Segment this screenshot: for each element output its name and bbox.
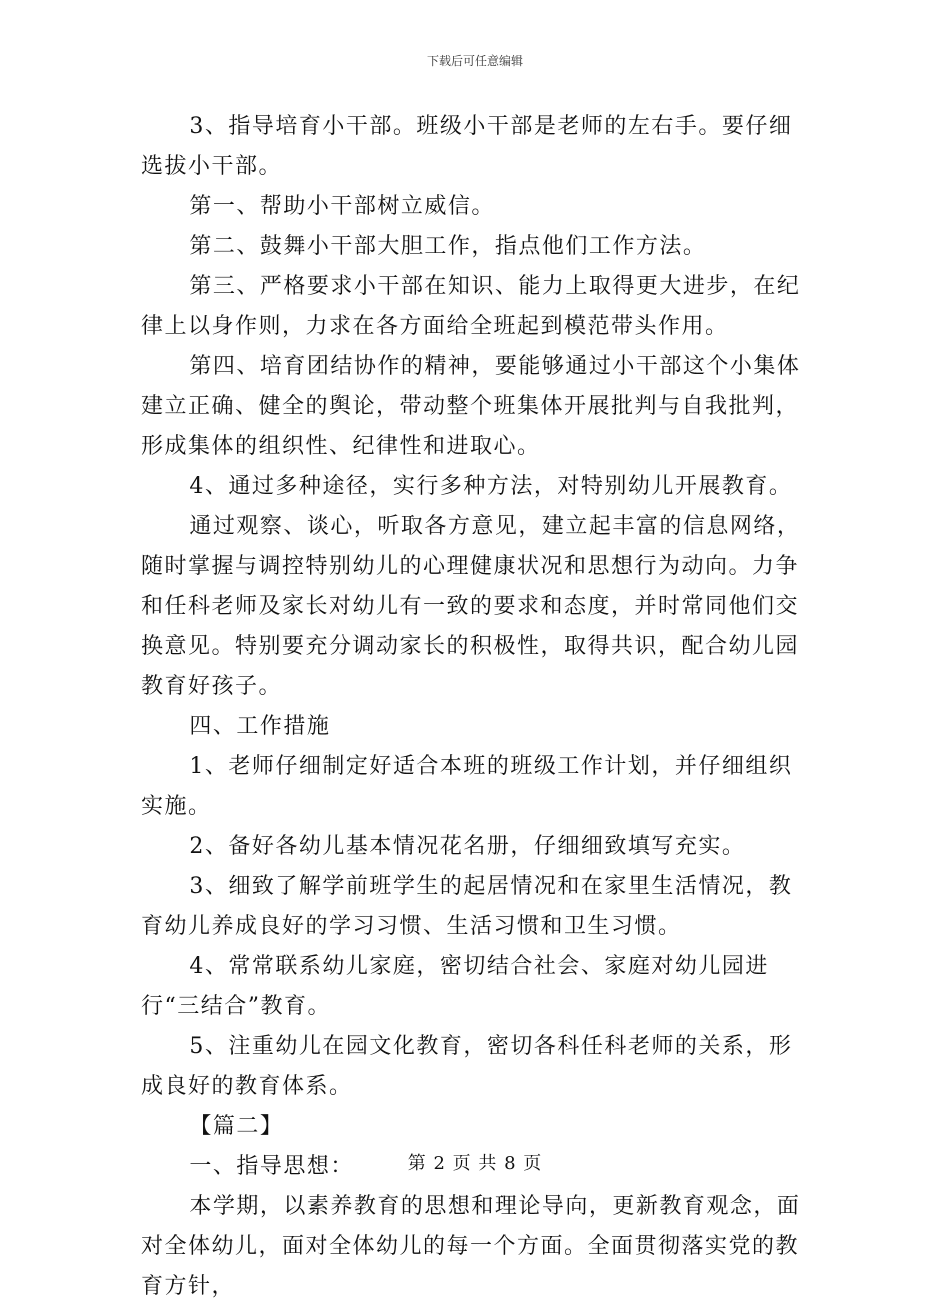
section-heading: 一、指导思想： [189, 1154, 354, 1179]
paragraph: 通过观察、谈心，听取各方意见，建立起丰富的信息网络，随时掌握与调控特别幼儿的心理健康状况和思想行为动向。力争和任科老师及家长对幼儿有一致的要求和态度，并时常同他们交换意见。特别要充分调动家长的积极性，取得共识，配合幼儿园教育好孩子。 [141, 514, 801, 699]
paragraph: 第一、帮助小干部树立威信。 [189, 194, 495, 219]
section-heading: 【篇二】 [189, 1114, 284, 1139]
paragraph: 4、常常联系幼儿家庭，密切结合社会、家庭对幼儿园进行“三结合”教育。 [141, 954, 769, 1019]
paragraph: 1、老师仔细制定好适合本班的班级工作计划，并仔细组织实施。 [141, 754, 793, 819]
paragraph: 2、备好各幼儿基本情况花名册，仔细细致填写充实。 [189, 834, 746, 859]
document-body [141, 107, 809, 1307]
paragraph: 第四、培育团结协作的精神，要能够通过小干部这个小集体建立正确、健全的舆论，带动整个班集体开展批判与自我批判，形成集体的组织性、纪律性和进取心。 [141, 354, 801, 459]
paragraph: 第二、鼓舞小干部大胆工作，指点他们工作方法。 [189, 234, 707, 259]
paragraph: 第三、严格要求小干部在知识、能力上取得更大进步，在纪律上以身作则，力求在各方面给全班起到模范带头作用。 [141, 274, 801, 339]
paragraph: 4、通过多种途径，实行多种方法，对特别幼儿开展教育。 [189, 474, 793, 499]
paragraph: 5、注重幼儿在园文化教育，密切各科任科老师的关系，形成良好的教育体系。 [141, 1034, 793, 1099]
section-heading: 四、工作措施 [189, 714, 331, 739]
page-header: 下载后可任意编辑 [426, 54, 523, 68]
paragraph: 3、细致了解学前班学生的起居情况和在家里生活情况，教育幼儿养成良好的学习习惯、生活习惯和卫生习惯。 [141, 874, 793, 939]
paragraph: 3、指导培育小干部。班级小干部是老师的左右手。要仔细选拔小干部。 [141, 114, 793, 179]
page-footer: 第 2 页 共 8 页 [407, 1153, 543, 1174]
paragraph: 本学期，以素养教育的思想和理论导向，更新教育观念，面对全体幼儿，面对全体幼儿的每一个方面。全面贯彻落实党的教育方针， [141, 1194, 801, 1299]
